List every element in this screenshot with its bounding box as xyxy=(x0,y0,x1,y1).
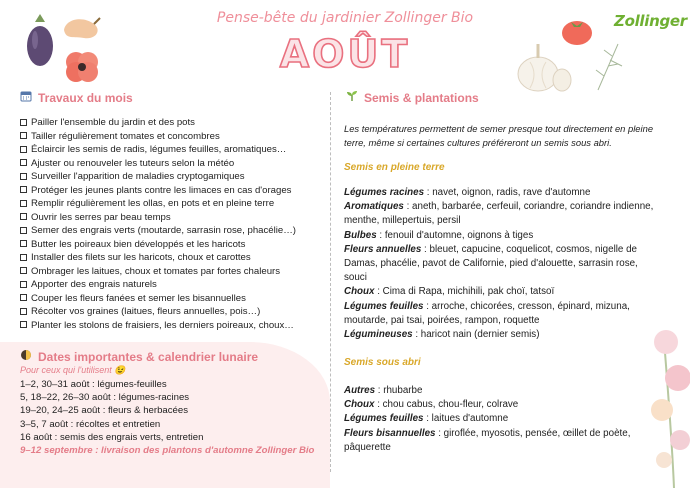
date-item: 5, 18–22, 26–30 août : légumes-racines xyxy=(20,392,190,404)
plant-item: Fleurs bisannuelles : giroflée, myosotis, pensée, œillet de poète, pâquerette xyxy=(344,427,631,453)
dates-subtitle: Pour ceux qui l'utilisent 😉 xyxy=(20,365,126,375)
task-item[interactable]: Protéger les jeunes plants contre les limaces en cas d'orages xyxy=(20,184,325,198)
plant-item: Aromatiques : aneth, barbarée, cerfeuil, coriandre, coriandre indienne, menthe, millepertuis, persil xyxy=(344,201,654,227)
task-item[interactable]: Planter les stolons de fraisiers, les derniers poireaux, choux… xyxy=(20,319,325,333)
checkbox-icon[interactable] xyxy=(20,267,27,274)
calendar-icon xyxy=(20,90,32,105)
checkbox-icon[interactable] xyxy=(20,132,27,139)
task-item[interactable]: Couper les fleurs fanées et semer les bisannuelles xyxy=(20,292,325,306)
date-item: 19–20, 24–25 août : fleurs & herbacées xyxy=(20,405,189,417)
task-item[interactable]: Ombrager les laitues, choux et tomates par fortes chaleurs xyxy=(20,265,325,279)
brand-logo: Zollinger xyxy=(614,12,687,30)
task-item[interactable]: Apporter des engrais naturels xyxy=(20,278,325,292)
dates-list xyxy=(20,378,314,457)
plant-item: Bulbes : fenouil d'automne, oignons à tiges xyxy=(344,229,534,241)
page-subtitle: Pense-bête du jardinier Zollinger Bio xyxy=(216,10,474,26)
travaux-title: Travaux du mois xyxy=(38,90,133,105)
task-item[interactable]: Installer des filets sur les haricots, choux et carottes xyxy=(20,251,325,265)
semis-title: Semis & plantations xyxy=(364,90,479,105)
plant-item: Légumes feuilles : arroche, chicorées, cresson, épinard, mizuna, moutarde, pai tsai, poirées, rampon, roquette xyxy=(344,300,630,326)
column-divider xyxy=(330,92,331,472)
checkbox-icon[interactable] xyxy=(20,281,27,288)
task-item[interactable]: Ouvrir les serres par beau temps xyxy=(20,211,325,225)
task-item[interactable]: Remplir régulièrement les ollas, en pots et en pleine terre xyxy=(20,197,325,211)
task-item[interactable]: Ajuster ou renouveler les tuteurs selon la météo xyxy=(20,157,325,171)
plant-item: Choux : Cima di Rapa, michihili, pak choï, tatsoï xyxy=(344,286,555,298)
plant-item: Fleurs annuelles : bleuet, capucine, coquelicot, cosmos, nigelle de Damas, phacélie, pavot de Californie, pied d'alouette, sarrasin rose, souci xyxy=(344,243,638,284)
sous-abri-title: Semis sous abri xyxy=(344,357,421,368)
plant-item: Légumes racines : navet, oignon, radis, rave d'automne xyxy=(344,187,591,198)
task-item[interactable]: Pailler l'ensemble du jardin et des pots xyxy=(20,116,325,130)
travaux-header xyxy=(20,90,133,105)
task-item[interactable]: Butter les poireaux bien développés et les haricots xyxy=(20,238,325,252)
date-highlight: 9–12 septembre : livraison des plantons d'automne Zollinger Bio xyxy=(20,445,315,457)
page-title: AOÛT xyxy=(279,32,411,76)
checkbox-icon[interactable] xyxy=(20,254,27,261)
task-item[interactable]: Récolter vos graines (laitues, fleurs annuelles, pois…) xyxy=(20,305,325,319)
task-item[interactable]: Semer des engrais verts (moutarde, sarrasin rose, phacélie…) xyxy=(20,224,325,238)
checkbox-icon[interactable] xyxy=(20,119,27,126)
plant-item: Légumineuses : haricot nain (dernier semis) xyxy=(344,329,540,341)
checkbox-icon[interactable] xyxy=(20,240,27,247)
task-list xyxy=(20,116,325,332)
checkbox-icon[interactable] xyxy=(20,159,27,166)
checkbox-icon[interactable] xyxy=(20,308,27,315)
plant-item: Autres : rhubarbe xyxy=(344,385,423,396)
plant-item: Choux : chou cabus, chou-fleur, colrave xyxy=(344,399,519,411)
checkbox-icon[interactable] xyxy=(20,213,27,220)
dates-header xyxy=(20,349,258,364)
sprout-icon xyxy=(346,90,358,105)
semis-intro: Les températures permettent de semer presque tout directement en pleine terre, même si certaines cultures préféreront un semis sous abri. xyxy=(344,123,654,148)
checkbox-icon[interactable] xyxy=(20,321,27,328)
plant-item: Légumes feuilles : laitues d'automne xyxy=(344,413,509,425)
checkbox-icon[interactable] xyxy=(20,173,27,180)
moon-icon xyxy=(20,349,32,364)
pleine-terre-list xyxy=(344,186,660,342)
checkbox-icon[interactable] xyxy=(20,227,27,234)
date-item: 3–5, 7 août : récoltes et entretien xyxy=(20,418,161,430)
pleine-terre-title: Semis en pleine terre xyxy=(344,162,445,173)
task-item[interactable]: Éclaircir les semis de radis, légumes feuilles, aromatiques… xyxy=(20,143,325,157)
checkbox-icon[interactable] xyxy=(20,200,27,207)
sous-abri-list xyxy=(344,384,660,455)
task-item[interactable]: Tailler régulièrement tomates et concombres xyxy=(20,130,325,144)
dates-title: Dates importantes & calendrier lunaire xyxy=(38,349,259,364)
checkbox-icon[interactable] xyxy=(20,294,27,301)
checkbox-icon[interactable] xyxy=(20,186,27,193)
task-item[interactable]: Surveiller l'apparition de maladies cryptogamiques xyxy=(20,170,325,184)
checkbox-icon[interactable] xyxy=(20,146,27,153)
date-item: 1–2, 30–31 août : légumes-feuilles xyxy=(20,379,167,390)
semis-header xyxy=(346,90,479,105)
date-item: 16 août : semis des engrais verts, entretien xyxy=(20,431,204,443)
